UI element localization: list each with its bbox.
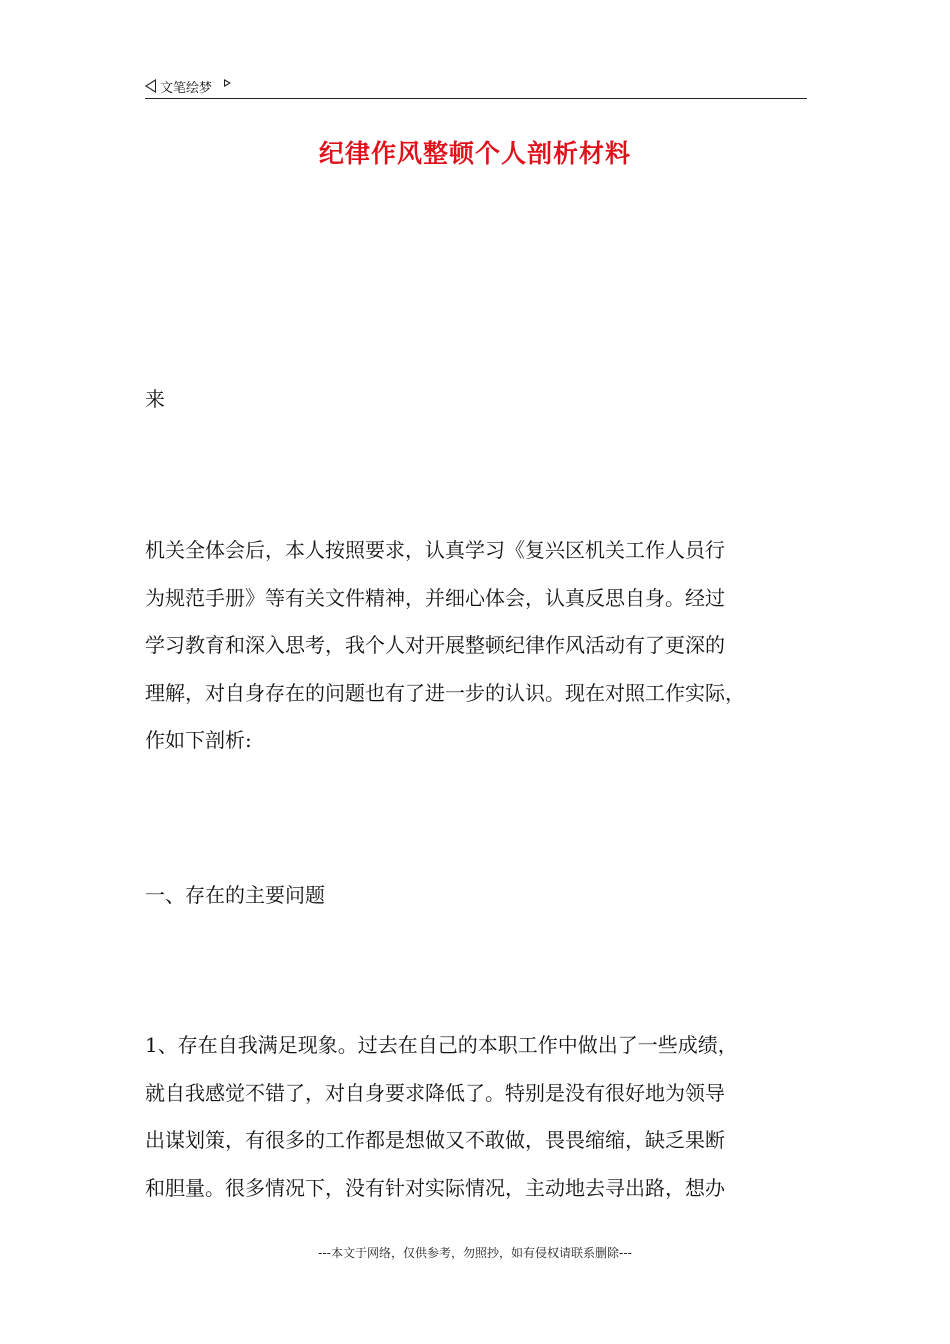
page-footer: ---本文于网络，仅供参考，勿照抄，如有侵权请联系删除--- — [318, 1246, 632, 1260]
paragraph-opening — [145, 376, 813, 424]
paragraph-line: 作如下剖析: — [145, 728, 252, 752]
header-brand: 文笔绘梦 — [160, 80, 213, 96]
paragraph-line: 学习教育和深入思考，我个人对开展整顿纪律作风活动有了更深的 — [145, 633, 725, 657]
heading-line: 一、存在的主要问题 — [145, 883, 325, 907]
paragraph-line: 出谋划策，有很多的工作都是想做又不敢做，畏畏缩缩，缺乏果断 — [145, 1128, 725, 1152]
paragraph-line: 1、存在自我满足现象。过去在自己的本职工作中做出了一些成绩， — [145, 1033, 738, 1057]
paragraph-line: 理解，对自身存在的问题也有了进一步的认识。现在对照工作实际， — [145, 680, 745, 705]
paragraph-line: 机关全体会后，本人按照要求，认真学习《复兴区机关工作人员行 — [145, 538, 725, 562]
triangle-right-icon — [224, 79, 231, 87]
triangle-left-icon — [145, 79, 156, 93]
paragraph-item-1 — [145, 1022, 813, 1212]
paragraph-line: 来 — [145, 387, 165, 411]
paragraph-line: 就自我感觉不错了，对自身要求降低了。特别是没有很好地为领导 — [145, 1080, 725, 1105]
section-heading — [145, 872, 813, 920]
paragraph-intro — [145, 527, 813, 765]
paragraph-line: 为规范手册》等有关文件精神，并细心体会，认真反思自身。经过 — [145, 585, 725, 610]
paragraph-line: 和胆量。很多情况下，没有针对实际情况，主动地去寻出路，想办 — [145, 1175, 725, 1200]
page-header — [145, 74, 807, 99]
document-title: 纪律作风整顿个人剖析材料 — [318, 139, 631, 168]
